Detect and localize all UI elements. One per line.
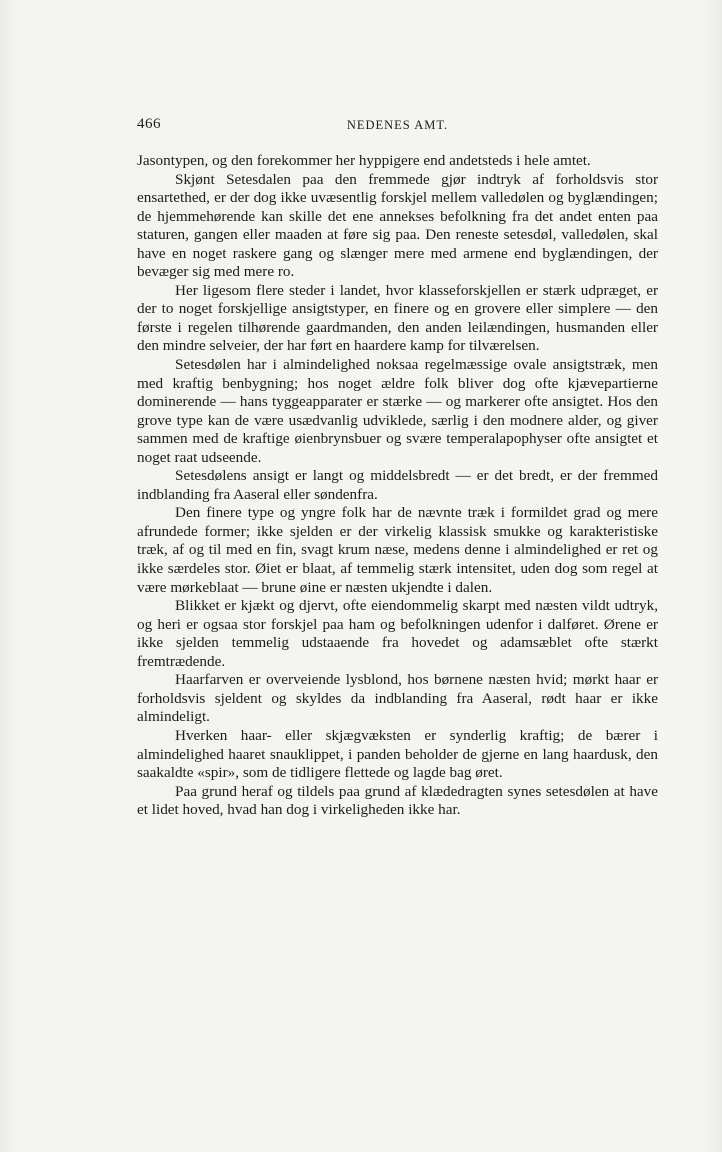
body-text — [137, 152, 658, 820]
page-header — [137, 116, 658, 136]
paragraph: Haarfarven er overveiende lysblond, hos børnene næsten hvid; mørkt haar er forholdsvis sjeldent og skyldes da indblanding fra Aaseral, rødt haar er ikke almindeligt. — [137, 671, 658, 726]
page-number: 466 — [137, 116, 161, 132]
running-title: NEDENES AMT. — [346, 118, 449, 132]
paragraph: Setesdølen har i almindelighed noksaa regelmæssige ovale ansigtstræk, men med kraftig benbygning; hos noget ældre folk bliver dog ofte kjævepartierne dominerende — hans tyggeapparater er stærke — og markerer ofte ansigtet. Hos den grove type kan de være usædvanlig udviklede, særlig i den modnere alder, og giver sammen med de kraftige øienbrynsbuer og svære temperalapophyser ofte ansigtet et noget raat udseende. — [137, 356, 658, 466]
paragraph: Her ligesom flere steder i landet, hvor klasseforskjellen er stærk udpræget, er der to noget forskjellige ansigtstyper, en finere og en grovere eller simplere — den første i regelen tilhørende gaardmanden, den anden leilændingen, husmanden eller den mindre selveier, der har ført en haardere kamp for tilværelsen. — [137, 281, 658, 355]
paragraph: Jasontypen, og den forekommer her hyppigere end andetsteds i hele amtet. — [137, 152, 591, 169]
paragraph: Hverken haar- eller skjægvæksten er synderlig kraftig; de bærer i almindelighed haaret snauklippet, i panden beholder de gjerne en lang haardusk, den saakaldte «spir», som de tidligere flettede og lagde bag øret. — [137, 726, 658, 782]
paragraph: Paa grund heraf og tildels paa grund af klædedragten synes setesdølen at have et lidet hoved, hvad han dog i virkeligheden ikke har. — [137, 782, 658, 819]
paragraph: Blikket er kjækt og djervt, ofte eiendommelig skarpt med næsten vildt udtryk, og heri er ogsaa stor forskjel paa ham og befolkningen udenfor i dalføret. Ørene er ikke sjelden temmelig udstaaende fra hovedet og adamsæblet ofte stærkt fremtrædende. — [137, 597, 658, 670]
paragraph: Skjønt Setesdalen paa den fremmede gjør indtryk af forholdsvis stor ensartethed, er der dog ikke uvæsentlig forskjel mellem valledølen og byglændingen; de hjemmehørende kan skille det ene annekses befolkning fra det andet enten paa staturen, gangen eller maaden at føre sig paa. Den reneste setesdøl, valledølen, skal have en noget raskere gang og slænger mere med armene end byglændingen, der bevæger sig med mere ro. — [137, 170, 658, 281]
paragraph: Setesdølens ansigt er langt og middelsbredt — er det bredt, er der fremmed indblanding fra Aaseral eller søndenfra. — [137, 467, 658, 503]
paragraph: Den finere type og yngre folk har de nævnte træk i formildet grad og mere afrundede former; ikke sjelden er der virkelig klassisk smukke og karakteristiske træk, af og til med en fin, svagt krum næse, medens denne i almindelighed er ret og ikke særdeles stor. Øiet er blaat, af temmelig stærk intensitet, uden dog som regel at være mørkeblaat — brune øine er næsten ukjendte i dalen. — [137, 504, 658, 596]
